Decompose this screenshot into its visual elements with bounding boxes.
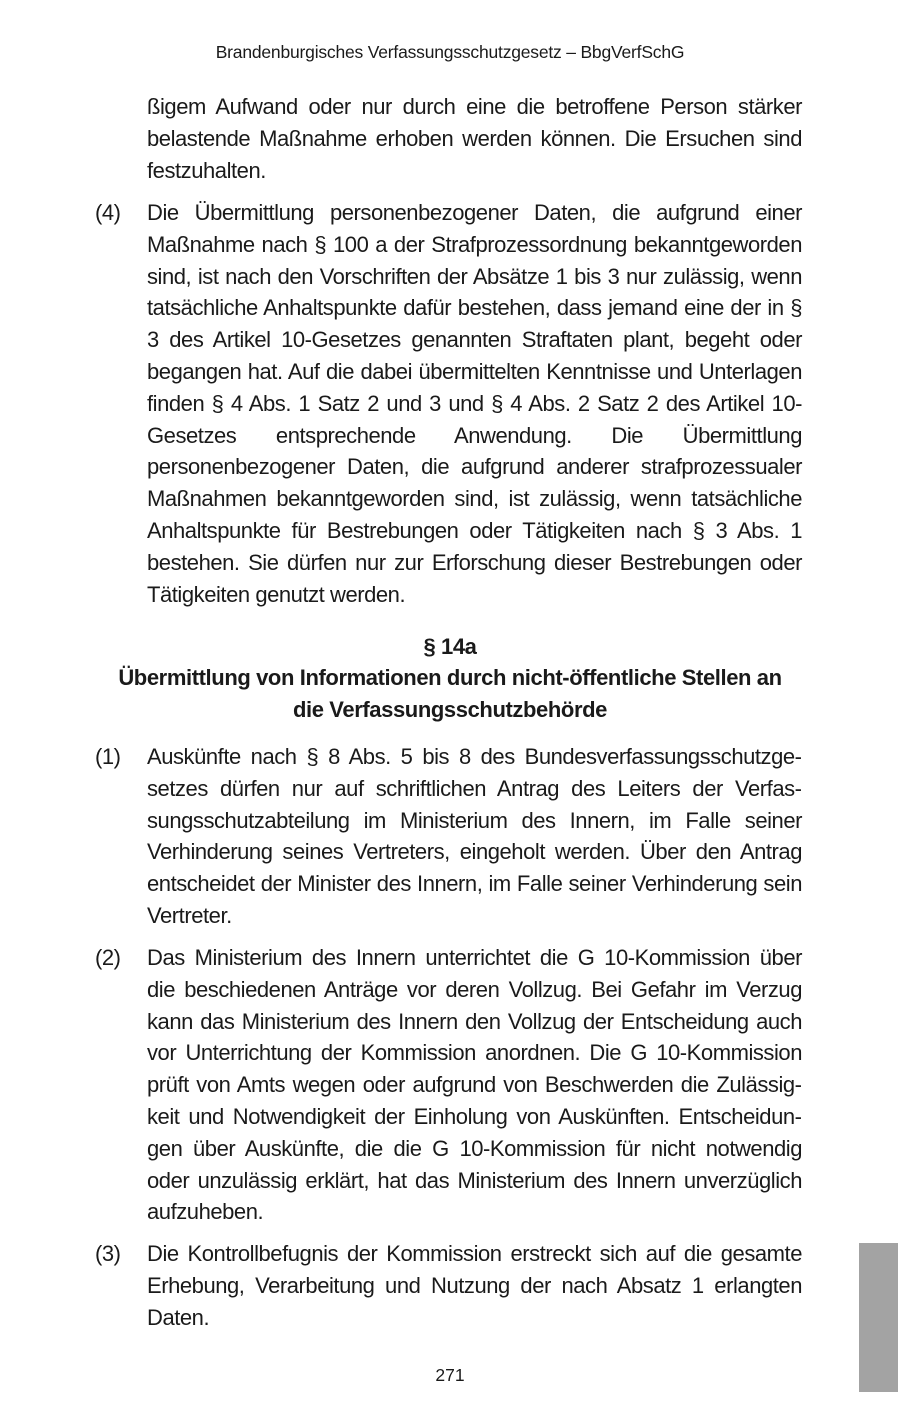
paragraph-number: (2) bbox=[95, 945, 121, 970]
paragraph-text: Die Kontrollbefugnis der Kommission erstreckt sich auf die gesamte Erhebung, Verarbeitung und Nutzung der nach Absatz 1 erlangten Daten. bbox=[147, 1241, 802, 1330]
paragraph-number: (3) bbox=[95, 1241, 121, 1266]
paragraph-text: Auskünfte nach § 8 Abs. 5 bis 8 des Bundesverfassungsschutzgesetzes dürfen nur auf schriftlichen Antrag des Leiters der Verfassungsschutzabteilung im Ministerium des Innern, im Falle seiner Verhinderung seines Vertreters, eingeholt werden. Über den Antrag entscheidet der Minister des Innern, im Falle seiner Verhinderung sein Vertreter. bbox=[147, 744, 802, 928]
section-14a-paragraph-3 bbox=[95, 1238, 802, 1333]
paragraph-4 bbox=[95, 197, 802, 610]
running-header: Brandenburgisches Verfassungsschutzgesetz – BbgVerfSchG bbox=[215, 42, 685, 62]
section-14a-paragraph-1 bbox=[95, 741, 802, 932]
continued-paragraph: ßigem Aufwand oder nur durch eine die betroffene Person stärker belastende Maßnahme erhoben werden können. Die Ersuchen sind festzuhalten. bbox=[147, 94, 802, 183]
page-number: 271 bbox=[435, 1365, 465, 1385]
paragraph-number: (4) bbox=[95, 200, 121, 225]
section-number: § 14a bbox=[423, 634, 477, 659]
section-14a-paragraph-2 bbox=[95, 942, 802, 1228]
paragraph-number: (1) bbox=[95, 744, 121, 769]
section-title-line-2: die Verfassungsschutzbehörde bbox=[293, 697, 607, 722]
section-title-line-1: Übermittlung von Informationen durch nicht-öffentliche Stellen an bbox=[118, 665, 782, 690]
paragraph-text: Die Übermittlung personenbezogener Daten, die aufgrund einer Maßnahme nach § 100 a der Strafprozessordnung bekanntgeworden sind, ist nach den Vorschriften der Absätze 1 bis 3 nur zulässig, wenn tatsächliche Anhaltspunkte dafür bestehen, dass jemand eine der in § 3 des Artikel 10-Gesetzes genannten Straftaten plant, begeht oder begangen hat. Auf die dabei übermittelten Kenntnisse und Unterlagen finden § 4 Abs. 1 Satz 2 und 3 und § 4 Abs. 2 Satz 2 des Artikel 10-Gesetzes entsprechende Anwendung. Die Übermittlung personenbezogener Daten, die aufgrund anderer strafprozessualer Maßnahmen bekanntgeworden sind, ist zulässig, wenn tatsächliche Anhaltspunkte für Bestrebungen oder Tätigkeiten nach § 3 Abs. 1 bestehen. Sie dürfen nur zur Erforschung dieser Bestrebungen oder Tätigkeiten genutzt werden. bbox=[147, 200, 802, 607]
paragraph-text: Das Ministerium des Innern unterrichtet die G 10-Kommission über die beschiedenen Anträge vor deren Vollzug. Bei Gefahr im Verzug kann das Ministerium des Innern den Vollzug der Entscheidung auch vor Unterrichtung der Kommission anordnen. Die G 10-Kommission prüft von Amts wegen oder aufgrund von Beschwerden die Zulässigkeit und Notwendigkeit der Einholung von Auskünften. Entscheidungen über Auskünfte, die die G 10-Kommission für nicht notwendig oder unzulässig erklärt, hat das Ministerium des Innern unverzüglich aufzuheben. bbox=[147, 945, 802, 1225]
thumb-index-tab bbox=[859, 1243, 898, 1392]
